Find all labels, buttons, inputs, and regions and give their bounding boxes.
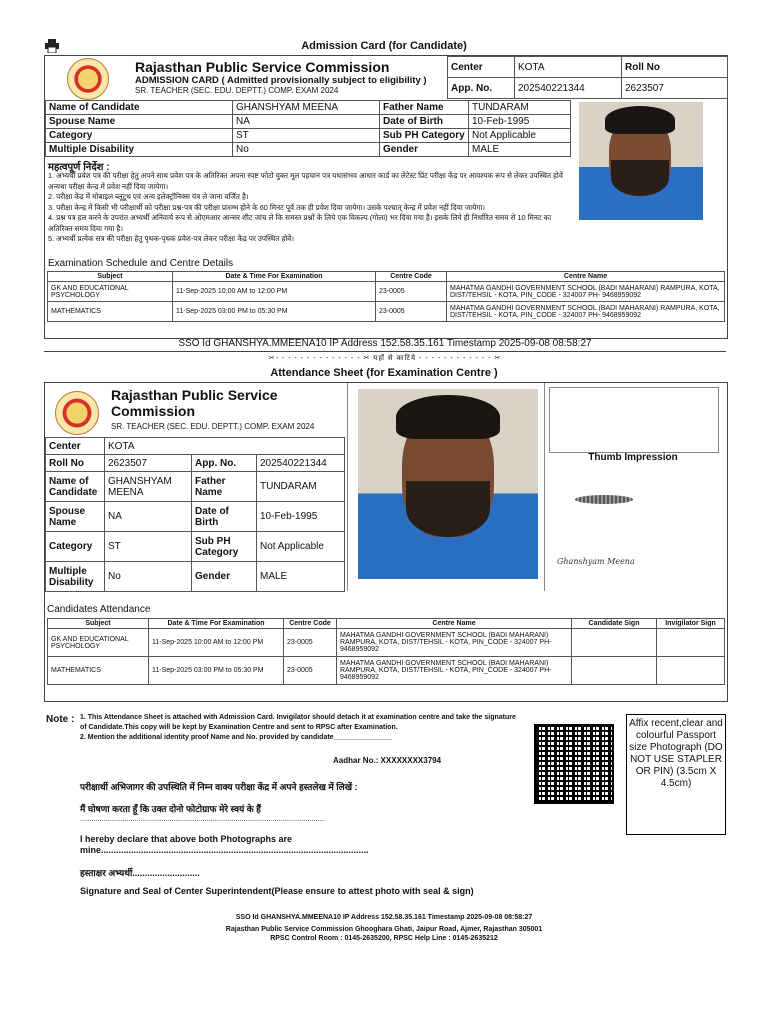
category-label: Category — [46, 129, 233, 143]
table-row — [48, 302, 725, 322]
center-label: Center — [448, 57, 515, 78]
name-value: GHANSHYAM MEENA — [233, 101, 380, 115]
aadhar-no: Aadhar No.: XXXXXXXX3794 — [333, 756, 442, 765]
instruction-item: 1. अभ्यर्थी प्रवेश पत्र की परीक्षा हेतु अपने साथ प्रवेश पत्र के अतिरिक्त अपना स्पष्ट फोटो युक्त मूल पहचान पत्र यथासंभव आधार कार्ड का लेटेस्ट प्रिंट परीक्षा केंद्र पर आवश्यक रूप से लेकर उपस्थित होवें अन्यथा परीक्षा केन्द्र में प्रवेश नहीं दिया जायेगा। — [48, 171, 563, 191]
app-label: App. No. — [448, 78, 515, 99]
attendance-card — [44, 382, 728, 702]
admit-card — [44, 55, 728, 339]
exam-name: SR. TEACHER (SEC. EDU. DEPTT.) COMP. EXAM 2024 — [135, 86, 339, 95]
roll-value: 2623507 — [622, 78, 728, 99]
dob-label: Date of Birth — [380, 115, 469, 129]
att-name-value: GHANSHYAM MEENA — [105, 472, 192, 502]
declaration-line2: mine........................................................................................................... — [80, 845, 369, 855]
thumb-label: Thumb Impression — [588, 452, 678, 463]
att-header: Date & Time For Examination — [149, 619, 284, 629]
instruction-item: 4. प्रश्न पत्र हल करने के उपरांत अभ्यर्थी अनिवार्य रूप से ओएमआर आन्सर शीट जांच ले कि समस्त प्रश्नों के लिये एक विकल्प (गोला) भर दिया गया है। इसके लिये ही निर्धारित समय से 10 मिनट का अतिरिक्त समय दिया गया है। — [48, 213, 552, 233]
candidate-signature-line: हस्ताक्षर अभ्यर्थी........................... — [80, 868, 200, 878]
father-value: TUNDARAM — [469, 101, 571, 115]
att-app-label: App. No. — [192, 455, 257, 472]
affix-text: Affix recent,clear and colourful Passport size Photograph (DO NOT USE STAPLER OR PIN) (3.5cm X 4.5cm) — [629, 718, 723, 789]
centre-cell: MAHATMA GANDHI GOVERNMENT SCHOOL (BADI MAHARANI) RAMPURA, KOTA, DIST/TEHSIL - KOTA, PIN_CODE - 324007 PH- 9468959092 — [447, 302, 725, 322]
cand-att-title: Candidates Attendance — [47, 604, 151, 615]
declaration-line1: I hereby declare that above both Photographs are — [80, 834, 293, 844]
instruction-item: 5. अभ्यर्थी प्रत्येक सत्र की परीक्षा हेतु पृथक-पृथक प्रवेश-पत्र लेकर परीक्षा केंद्र पर उपस्थित होवें। — [48, 234, 295, 243]
att-header: Subject — [48, 619, 149, 629]
att-cat-value: ST — [105, 532, 192, 562]
candidate-sign-cell[interactable] — [572, 657, 657, 685]
subject-cell: MATHEMATICS — [48, 657, 149, 685]
att-subph-label: Sub PH Category — [192, 532, 257, 562]
dob-value: 10-Feb-1995 — [469, 115, 571, 129]
footer-contact: RPSC Control Room : 0145-2635200, RPSC Help Line : 0145-2635212 — [270, 935, 498, 942]
centre-cell: MAHATMA GANDHI GOVERNMENT SCHOOL (BADI MAHARANI) RAMPURA, KOTA, DIST/TEHSIL - KOTA, PIN_CODE - 324007 PH- 9468959092 — [337, 657, 572, 685]
invigilator-sign-cell[interactable] — [657, 657, 725, 685]
instructions-list — [48, 171, 570, 245]
instructions-title: महत्वपूर्ण निर्देश : — [48, 162, 110, 173]
father-label: Father Name — [380, 101, 469, 115]
att-md-value: No — [105, 562, 192, 592]
note-line2: 2. Mention the additional identity proof Name and No. provided by candidate_______________ — [80, 734, 392, 741]
att-center-label: Center — [46, 438, 105, 455]
instruction-item: 2. परीक्षा केंद्र में मोबाइल ब्लूटूथ एवं अन्य इलेक्ट्रॉनिक्स यंत्र ले जाना वर्जित है। — [48, 192, 249, 201]
att-spouse-label: Spouse Name — [46, 502, 105, 532]
rpsc-logo — [67, 58, 109, 100]
att-father-value: TUNDARAM — [257, 472, 345, 502]
att-father-label: Father Name — [192, 472, 257, 502]
sched-header: Centre Code — [376, 272, 447, 282]
att-app-value: 202540221344 — [257, 455, 345, 472]
schedule-table — [47, 271, 725, 322]
md-label: Multiple Disability — [46, 143, 233, 157]
name-label: Name of Candidate — [46, 101, 233, 115]
att-spouse-value: NA — [105, 502, 192, 532]
centre-cell: MAHATMA GANDHI GOVERNMENT SCHOOL (BADI MAHARANI) RAMPURA, KOTA, DIST/TEHSIL - KOTA, PIN_CODE - 324007 PH- 9468959092 — [337, 629, 572, 657]
table-row — [48, 629, 725, 657]
code-cell: 23-0005 — [376, 302, 447, 322]
att-header: Invigilator Sign — [657, 619, 725, 629]
att-roll-label: Roll No — [46, 455, 105, 472]
thumb-impression-box — [549, 387, 719, 453]
hindi-declaration: मैं घोषणा करता हूँ कि उक्त दोनो फोटोग्राफ मेरे स्वयं के हैं — [80, 804, 261, 814]
table-row — [48, 657, 725, 685]
attendance-heading: Attendance Sheet (for Examination Centre ) — [270, 367, 498, 379]
sched-header: Date & Time For Examination — [173, 272, 376, 282]
superintendent-sign: Signature and Seal of Center Superintendent(Please ensure to attest photo with seal & sign) — [80, 886, 474, 896]
header-info-table — [447, 56, 728, 99]
att-subph-value: Not Applicable — [257, 532, 345, 562]
att-dob-value: 10-Feb-1995 — [257, 502, 345, 532]
att-gender-label: Gender — [192, 562, 257, 592]
subject-cell: MATHEMATICS — [48, 302, 173, 322]
candidate-table — [45, 100, 571, 157]
rpsc-logo — [55, 391, 99, 435]
code-cell: 23-0005 — [284, 657, 337, 685]
affix-photo-box — [626, 714, 726, 835]
att-cat-label: Category — [46, 532, 105, 562]
att-roll-value: 2623507 — [105, 455, 192, 472]
org-name: Rajasthan Public Service Commission — [135, 59, 390, 75]
time-cell: 11-Sep-2025 10:00 AM to 12:00 PM — [173, 282, 376, 302]
table-row — [48, 282, 725, 302]
cut-text: यहाँ से काटिये — [373, 355, 417, 362]
center-value: KOTA — [515, 57, 622, 78]
att-name-label: Name of Candidate — [46, 472, 105, 502]
att-md-label: Multiple Disability — [46, 562, 105, 592]
footer-sso: SSO Id GHANSHYA.MMEENA10 IP Address 152.58.35.161 Timestamp 2025-09-08 08:58:27 — [235, 914, 533, 921]
att-gender-value: MALE — [257, 562, 345, 592]
candidate-signature: Ghanshyam Meena — [557, 557, 635, 566]
gender-label: Gender — [380, 143, 469, 157]
subph-value: Not Applicable — [469, 129, 571, 143]
att-header: Centre Name — [337, 619, 572, 629]
sso-line: SSO Id GHANSHYA.MMEENA10 IP Address 152.58.35.161 Timestamp 2025-09-08 08:58:27 — [44, 338, 726, 352]
att-exam-name: SR. TEACHER (SEC. EDU. DEPTT.) COMP. EXAM 2024 — [111, 422, 315, 431]
att-dob-label: Date of Birth — [192, 502, 257, 532]
attendance-table — [47, 618, 725, 685]
centre-cell: MAHATMA GANDHI GOVERNMENT SCHOOL (BADI MAHARANI) RAMPURA, KOTA, DIST/TEHSIL - KOTA, PIN_CODE - 324007 PH- 9468959092 — [447, 282, 725, 302]
footer-address: Rajasthan Public Service Commission Ghooghara Ghati, Jaipur Road, Ajmer, Rajasthan 305001 — [225, 926, 543, 933]
candidate-sign-cell[interactable] — [572, 629, 657, 657]
schedule-title: Examination Schedule and Centre Details — [48, 258, 234, 269]
roll-label: Roll No — [622, 57, 728, 78]
qr-code-icon — [534, 724, 614, 804]
att-candidate-photo — [358, 389, 538, 579]
instruction-item: 3. परीक्षा केन्द्र में किसी भी परीक्षार्थी को परीक्षा प्रश्न-पत्र की परीक्षा प्रारम्भ होने के 60 मिनट पूर्व तक ही प्रवेश दिया जायेगा। उसके पश्चात् केन्द्र में प्रवेश नहीं दिया जायेगा। — [48, 202, 486, 212]
att-center-value: KOTA — [105, 438, 345, 455]
admit-heading: Admission Card (for Candidate) — [301, 40, 467, 52]
invigilator-sign-cell[interactable] — [657, 629, 725, 657]
att-candidate-table — [45, 437, 345, 592]
subject-cell: GK AND EDUCATIONAL PSYCHOLOGY — [48, 629, 149, 657]
spouse-label: Spouse Name — [46, 115, 233, 129]
sched-header: Centre Name — [447, 272, 725, 282]
att-org-name: Rajasthan Public Service Commission — [111, 387, 278, 419]
code-cell: 23-0005 — [376, 282, 447, 302]
note-label: Note : — [46, 714, 75, 725]
time-cell: 11-Sep-2025 03:00 PM to 05:30 PM — [149, 657, 284, 685]
gender-value: MALE — [469, 143, 571, 157]
hindi-instruction: परीक्षार्थी अभिजागर की उपस्थिति में निम्न वाक्य परीक्षा केंद्र में अपने हस्तलेख में लिखें : — [80, 782, 358, 792]
cut-line: ✂- - - - - - - - - - - - - - ✂ यहाँ से काटिये - - - - - - - - - - - - ✂ — [268, 355, 502, 362]
candidate-photo — [579, 102, 703, 220]
app-value: 202540221344 — [515, 78, 622, 99]
category-value: ST — [233, 129, 380, 143]
time-cell: 11-Sep-2025 03:00 PM to 05:30 PM — [173, 302, 376, 322]
sched-header: Subject — [48, 272, 173, 282]
subject-cell: GK AND EDUCATIONAL PSYCHOLOGY — [48, 282, 173, 302]
dots-line: .............................................................................................................................. — [80, 816, 326, 823]
time-cell: 11-Sep-2025 10:00 AM to 12:00 PM — [149, 629, 284, 657]
md-value: No — [233, 143, 380, 157]
subph-label: Sub PH Category — [380, 129, 469, 143]
att-header: Centre Code — [284, 619, 337, 629]
att-header: Candidate Sign — [572, 619, 657, 629]
spouse-value: NA — [233, 115, 380, 129]
code-cell: 23-0005 — [284, 629, 337, 657]
signature-stroke-icon — [575, 495, 633, 504]
note-line1: 1. This Attendance Sheet is attached with Admission Card. Invigilator should detach it at examination centre and take the signature of Candidate.This copy will be kept by Examination Centre and sent to RPSC after Examination. — [80, 714, 516, 731]
admit-subtitle: ADMISSION CARD ( Admitted provisionally subject to eligibility ) — [135, 75, 427, 86]
